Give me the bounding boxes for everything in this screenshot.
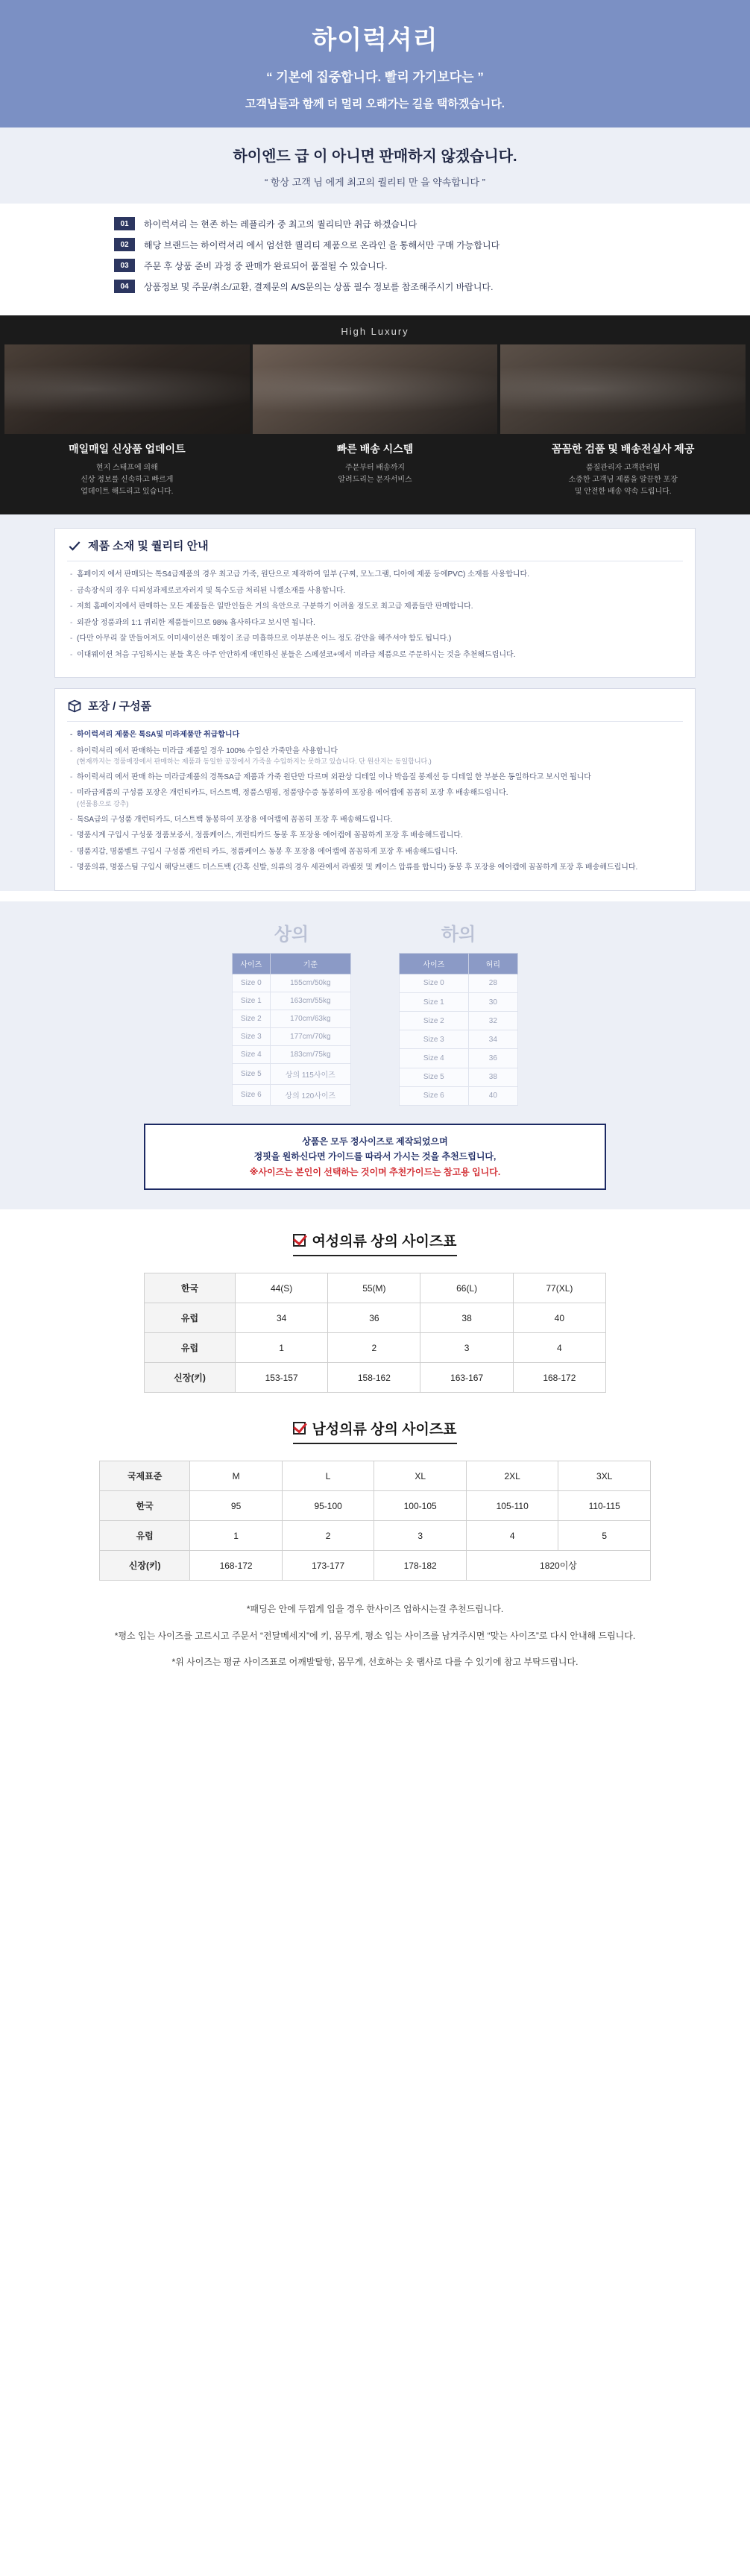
section-title: 포장 / 구성품 — [88, 700, 151, 713]
feature-item — [500, 441, 746, 498]
footnotes — [0, 1581, 750, 1711]
promise-subtitle: “ 항상 고객 님 에게 최고의 퀄리티 만 을 약속합니다 ” — [265, 177, 485, 188]
cell: 105-110 — [466, 1491, 558, 1521]
cell: Size 4 — [400, 1049, 469, 1068]
list-item — [114, 280, 636, 293]
cell: M — [190, 1461, 283, 1491]
bullet: - 이대웨이션 처음 구입하시는 분들 혹은 아주 안안하게 애민하신 분들은 스페셜코+에서 미라급 제품으로 주문하시는 것을 추천해드립니다. — [70, 649, 680, 661]
cell: 168-172 — [190, 1551, 283, 1581]
feature-item — [4, 441, 250, 498]
feature-line: 및 안전한 배송 약속 드립니다. — [574, 488, 672, 496]
table-row — [233, 1084, 351, 1105]
cell: 178-182 — [374, 1551, 467, 1581]
photo-strip — [0, 344, 750, 434]
cell: 5 — [558, 1521, 651, 1551]
feature-row — [0, 434, 750, 514]
cell: 95 — [190, 1491, 283, 1521]
list-item — [114, 217, 636, 230]
cell: 1 — [236, 1333, 328, 1363]
check-icon — [293, 1422, 306, 1435]
table-row — [400, 1012, 518, 1030]
row-header: 한국 — [145, 1273, 236, 1303]
promise-title: 하이엔드 급 이 아니면 판매하지 않겠습니다. — [233, 148, 517, 165]
cell: 100-105 — [374, 1491, 467, 1521]
info-sections — [0, 514, 750, 891]
cell: Size 2 — [233, 1010, 271, 1027]
table-row — [233, 992, 351, 1010]
notice-list — [0, 204, 750, 315]
cell: 55(M) — [328, 1273, 420, 1303]
cell: 1 — [190, 1521, 283, 1551]
table-row — [100, 1551, 651, 1581]
footnote: *위 사이즈는 평균 사이즈표로 어깨발탈항, 몸무게, 선호하는 옷 랩사로 다를 수 있기에 참고 부탁드립니다. — [171, 1657, 579, 1668]
row-header: 신장(키) — [145, 1363, 236, 1393]
feature-line: 주문부터 배송까지 — [344, 464, 406, 472]
item-number: 01 — [114, 217, 135, 230]
cell: Size 5 — [233, 1063, 271, 1084]
top-size-caption: 상의 — [274, 924, 309, 945]
size-guide-area — [0, 901, 750, 1209]
item-number: 03 — [114, 259, 135, 272]
bullet-subtext: (현재까지는 정품매장에서 판매하는 제품과 동일한 공장에서 가죽을 수입하지는 못하고 있습니다. 단 원산지는 동일합니다.) — [77, 758, 432, 765]
cell: 66(L) — [420, 1273, 513, 1303]
cell: 34 — [236, 1303, 328, 1333]
cell: 38 — [420, 1303, 513, 1333]
item-text: 하이럭셔리 는 현존 하는 레플리카 중 최고의 퀄리티만 취급 하겠습니다 — [144, 218, 417, 230]
cell: 30 — [468, 993, 517, 1012]
bullet: - 명품의류, 명품스팀 구입시 해당브랜드 더스트백 (간혹 신발, 의류의 경우 세관에서 라벨컷 및 케이스 압류를 합니다) 동봉 후 포장용 에어캡에 꼼꼼하게 포장 후 배송해드립니다. — [70, 862, 680, 874]
cell: 34 — [468, 1030, 517, 1049]
col-header: 사이즈 — [233, 953, 271, 974]
bullet-text: 하이럭셔리 에서 판매하는 미라급 제품일 경우 100% 수입산 가죽만을 사용합니다 — [77, 746, 338, 755]
feature-line: 업데이트 해드리고 있습니다. — [81, 488, 174, 496]
cell: 163-167 — [420, 1363, 513, 1393]
men-size-table — [99, 1461, 651, 1581]
product-photo — [500, 344, 746, 434]
table-row — [100, 1491, 651, 1521]
notice-line: 상품은 모두 정사이즈로 제작되었으며 — [302, 1136, 448, 1147]
cell: 38 — [468, 1068, 517, 1086]
cell: 36 — [328, 1303, 420, 1333]
men-size-title-wrap — [293, 1418, 456, 1444]
bullet: - 하이럭셔리 에서 판매 하는 미라급제품의 경톡SA급 제품과 가죽 원단만 다르며 외관상 디테일 이나 박음질 봉제선 등 디테일 한 부분은 동일하다고 보시면 됩니다 — [70, 772, 680, 784]
cell: 163cm/55kg — [270, 992, 350, 1010]
feature-title: 꼼꼼한 검품 및 배송전실사 제공 — [551, 443, 695, 455]
box-icon — [67, 699, 82, 714]
hero-quote: “ 기본에 집중합니다. 빨리 가기보다는 ” — [266, 70, 484, 84]
notice-line: 정핏을 원하신다면 가이드를 따라서 가시는 것을 추천드립니다, — [253, 1151, 497, 1162]
cell: L — [282, 1461, 374, 1491]
bullet-text: 미라급제품의 구성품 포장은 개런티카드, 더스트백, 정품스탬핑, 정품양수증 동봉하여 포장용 에어캡에 꼼꼼히 포장 후 배송해드립니다. — [77, 789, 508, 798]
cell: 153-157 — [236, 1363, 328, 1393]
cell: Size 3 — [400, 1030, 469, 1049]
women-size-title-wrap — [293, 1230, 456, 1256]
section-title: 제품 소재 및 퀄리티 안내 — [88, 540, 209, 552]
bullet — [70, 787, 680, 809]
bottom-size-caption: 하의 — [441, 924, 476, 945]
row-header: 국제표준 — [100, 1461, 190, 1491]
cell: Size 5 — [400, 1068, 469, 1086]
cell: XL — [374, 1461, 467, 1491]
cell: 110-115 — [558, 1491, 651, 1521]
bullet: - 외관상 정품과의 1:1 퀴리한 제품들이므로 98% 흡사하다고 보시면 됩니다. — [70, 617, 680, 629]
bullet: - 홈페이지 에서 판매되는 톡S4급제품의 경우 최고급 가죽, 원단으로 제작하여 일부 (구찌, 모노그램, 디아에 제품 등에PVC) 소재를 사용합니다. — [70, 569, 680, 581]
cell: 177cm/70kg — [270, 1027, 350, 1045]
cell: 173-177 — [282, 1551, 374, 1581]
cell: Size 6 — [400, 1086, 469, 1105]
bullet — [70, 746, 680, 767]
hero-subtitle: 고객님들과 함께 더 멀리 오래가는 길을 택하겠습니다. — [245, 98, 505, 110]
bullet: - 저희 홈페이지에서 판매하는 모든 제품들은 일반인들은 거의 육안으로 구분하기 어려울 정도로 최고급 제품들만 판매합니다. — [70, 601, 680, 613]
item-text: 해당 브랜드는 하이럭셔리 에서 엄선한 퀄리티 제품으로 온라인 을 통해서만 구매 가능합니다 — [144, 239, 500, 251]
feature-line: 알려드리는 문자서비스 — [338, 476, 412, 484]
cell: 3 — [374, 1521, 467, 1551]
luxury-band — [0, 315, 750, 514]
cell: 77(XL) — [513, 1273, 605, 1303]
col-header: 사이즈 — [400, 953, 469, 974]
feature-title: 매일매일 신상품 업데이트 — [69, 443, 186, 455]
list-item — [114, 238, 636, 251]
section-title: 남성의류 상의 사이즈표 — [312, 1422, 457, 1438]
table-row — [145, 1333, 606, 1363]
bullet: - 하이럭셔리 제품은 톡SA및 미라제품만 취급합니다 — [70, 729, 680, 741]
row-header: 유럽 — [145, 1303, 236, 1333]
product-photo — [4, 344, 250, 434]
quality-section — [54, 528, 696, 678]
table-row — [400, 1030, 518, 1049]
cell: Size 1 — [233, 992, 271, 1010]
luxury-label: High Luxury — [341, 326, 409, 337]
bullet: - 톡SA급의 구성품 개런티카드, 더스트백 동봉하여 포장용 에어캡에 꼼꼼히 포장 후 배송해드립니다. — [70, 814, 680, 826]
cell: 상의 115사이즈 — [270, 1063, 350, 1084]
cell: 32 — [468, 1012, 517, 1030]
cell: Size 2 — [400, 1012, 469, 1030]
men-size-section — [0, 1393, 750, 1581]
table-row — [400, 1049, 518, 1068]
check-icon — [293, 1234, 306, 1247]
row-header: 유럽 — [100, 1521, 190, 1551]
item-number: 02 — [114, 238, 135, 251]
cell: 40 — [513, 1303, 605, 1333]
table-row — [233, 1063, 351, 1084]
cell: 183cm/75kg — [270, 1045, 350, 1063]
table-row — [400, 1068, 518, 1086]
cell: 28 — [468, 974, 517, 992]
cell: 155cm/50kg — [270, 974, 350, 992]
bullet: - 명품지갑, 명품벨트 구입시 구성품 개런티 카드, 정품케이스 동봉 후 포장용 에어캡에 꼼꼼하게 포장 후 배송해드립니다. — [70, 846, 680, 858]
feature-item — [253, 441, 498, 498]
cell: 40 — [468, 1086, 517, 1105]
bullet: - (다만 아무리 잘 만들어져도 이미새이선은 매칭이 조금 미흡하므로 이부분은 어느 정도 감안을 해주셔야 함도 됩니다.) — [70, 633, 680, 645]
item-number: 04 — [114, 280, 135, 293]
packing-section — [54, 688, 696, 891]
table-row — [100, 1461, 651, 1491]
cell: 3 — [420, 1333, 513, 1363]
cell: Size 0 — [400, 974, 469, 992]
cell: Size 3 — [233, 1027, 271, 1045]
cell: 44(S) — [236, 1273, 328, 1303]
section-title: 여성의류 상의 사이즈표 — [312, 1234, 457, 1250]
row-header: 한국 — [100, 1491, 190, 1521]
list-item — [114, 259, 636, 272]
divider — [67, 721, 683, 722]
check-icon — [67, 538, 82, 553]
feature-line: 현지 스태프에 의해 — [95, 464, 158, 472]
feature-line: 신상 정보를 신속하고 빠르게 — [81, 476, 174, 484]
cell: 4 — [466, 1521, 558, 1551]
table-row — [233, 1010, 351, 1027]
cell: 158-162 — [328, 1363, 420, 1393]
cell: 170cm/63kg — [270, 1010, 350, 1027]
bottom-size-table — [399, 953, 518, 1106]
cell: Size 6 — [233, 1084, 271, 1105]
cell: Size 0 — [233, 974, 271, 992]
feature-line: 소중한 고객님 제품을 알끔한 포장 — [568, 476, 678, 484]
cell: 상의 120사이즈 — [270, 1084, 350, 1105]
table-row — [100, 1521, 651, 1551]
item-text: 상품정보 및 주문/취소/교환, 결제문의 A/S문의는 상품 필수 정보를 참조해주시기 바랍니다. — [144, 281, 494, 292]
cell: Size 4 — [233, 1045, 271, 1063]
table-row — [233, 1045, 351, 1063]
feature-title: 빠른 배송 시스템 — [336, 443, 414, 455]
cell: 4 — [513, 1333, 605, 1363]
bullet: - 명품시계 구입시 구성품 정품보증서, 정품케이스, 개런티카드 동봉 후 포장용 에어캡에 꼼꼼하게 포장 후 배송해드립니다. — [70, 830, 680, 842]
brand-title: 하이럭셔리 — [312, 26, 438, 54]
col-header: 기준 — [270, 953, 350, 974]
cell: 95-100 — [282, 1491, 374, 1521]
row-header: 신장(키) — [100, 1551, 190, 1581]
top-size-table — [232, 953, 351, 1106]
promise-band — [0, 127, 750, 204]
bullet: - 금속장식의 경우 디피성과제로코자러지 및 톡수도금 처리된 니켈소재를 사용합니다. — [70, 585, 680, 597]
item-text: 주문 후 상품 준비 과정 중 판매가 완료되어 품절될 수 있습니다. — [144, 260, 388, 271]
footnote: *평소 입는 사이즈를 고르시고 주문서 “전달메세지”에 키, 몸무게, 평소 입는 사이즈를 남겨주시면 “맞는 사이즈”로 다시 안내해 드립니다. — [114, 1630, 636, 1641]
women-size-section — [0, 1209, 750, 1393]
table-row — [145, 1303, 606, 1333]
cell: 36 — [468, 1049, 517, 1068]
table-row — [400, 974, 518, 992]
table-row — [400, 993, 518, 1012]
feature-line: 품질관리자 고객관리팀 — [585, 464, 661, 472]
women-size-table — [144, 1273, 606, 1393]
footnote: *패딩은 안에 두껍게 입을 경우 한사이즈 업하시는걸 추천드립니다. — [246, 1604, 504, 1615]
table-row — [145, 1363, 606, 1393]
row-header: 유럽 — [145, 1333, 236, 1363]
cell: 3XL — [558, 1461, 651, 1491]
table-row — [233, 1027, 351, 1045]
product-photo — [253, 344, 498, 434]
cell: 2XL — [466, 1461, 558, 1491]
cell: 2 — [282, 1521, 374, 1551]
cell: 1820이상 — [466, 1551, 650, 1581]
table-row — [400, 1086, 518, 1105]
size-notice-box — [144, 1124, 606, 1190]
col-header: 허리 — [468, 953, 517, 974]
cell: 2 — [328, 1333, 420, 1363]
table-row — [145, 1273, 606, 1303]
bullet-subtext: (선물용으로 강추) — [77, 799, 129, 807]
hero-banner — [0, 0, 750, 127]
cell: Size 1 — [400, 993, 469, 1012]
notice-line-warning: ※사이즈는 본인이 선택하는 것이며 추천가이드는 참고용 입니다. — [249, 1166, 501, 1177]
cell: 168-172 — [513, 1363, 605, 1393]
table-row — [233, 974, 351, 992]
